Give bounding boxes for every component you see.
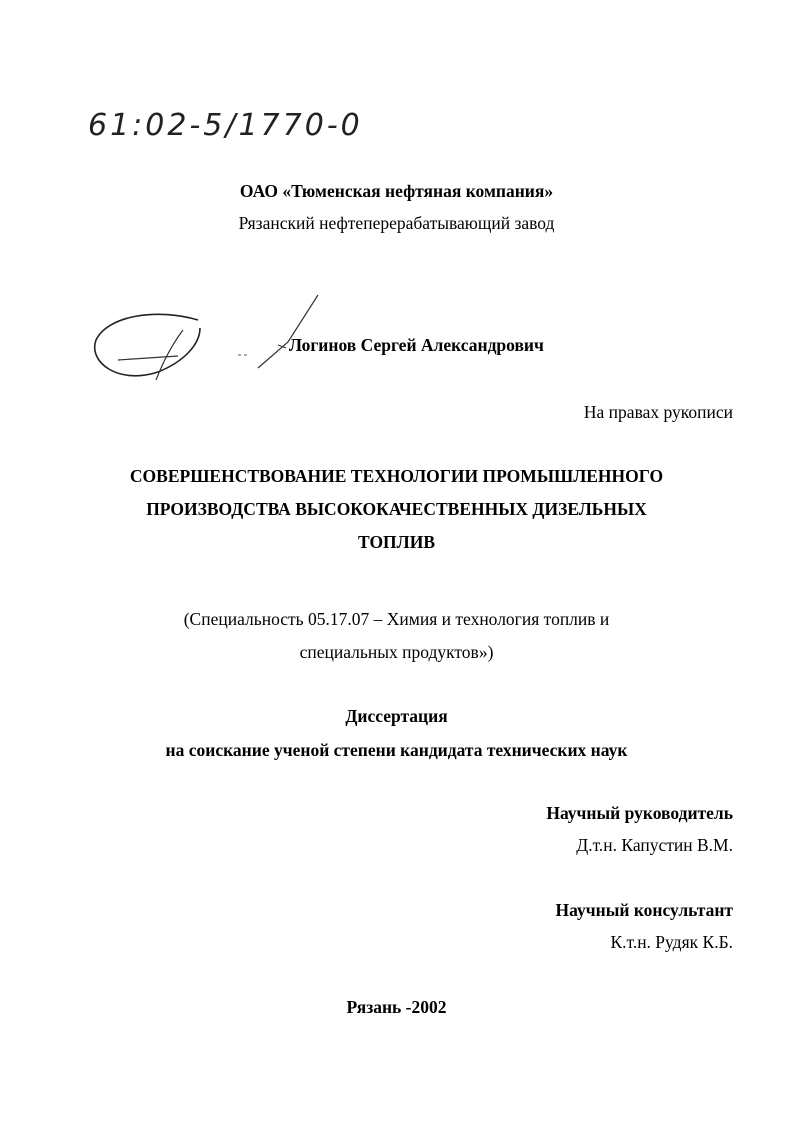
author-name: Логинов Сергей Александрович — [289, 335, 544, 355]
supervisor-label: Научный руководитель — [546, 803, 733, 823]
title-line-1: СОВЕРШЕНСТВОВАНИЕ ТЕХНОЛОГИИ ПРОМЫШЛЕННОГО — [129, 466, 664, 486]
title-line-2: ПРОИЗВОДСТВА ВЫСОКОКАЧЕСТВЕННЫХ ДИЗЕЛЬНЫХ — [146, 499, 647, 519]
plant-name: Рязанский нефтеперерабатывающий завод — [238, 213, 555, 233]
consultant-name: К.т.н. Рудяк К.Б. — [610, 932, 733, 952]
thesis-type: Диссертация — [345, 706, 448, 726]
specialty-line-1: (Специальность 05.17.07 – Химия и технология топлив и — [183, 609, 610, 629]
supervisor-name: Д.т.н. Капустин В.М. — [576, 835, 733, 855]
consultant-label: Научный консультант — [555, 900, 733, 920]
manuscript-note: На правах рукописи — [583, 402, 733, 422]
title-line-3: ТОПЛИВ — [358, 532, 435, 552]
company-name: ОАО «Тюменская нефтяная компания» — [239, 181, 554, 201]
specialty-line-2: специальных продуктов») — [299, 642, 494, 662]
thesis-degree: на соискание ученой степени кандидата технических наук — [165, 740, 628, 760]
city-year: Рязань -2002 — [346, 997, 447, 1017]
handwritten-catalog-code: 61:02-5/1770-0 — [88, 108, 363, 143]
